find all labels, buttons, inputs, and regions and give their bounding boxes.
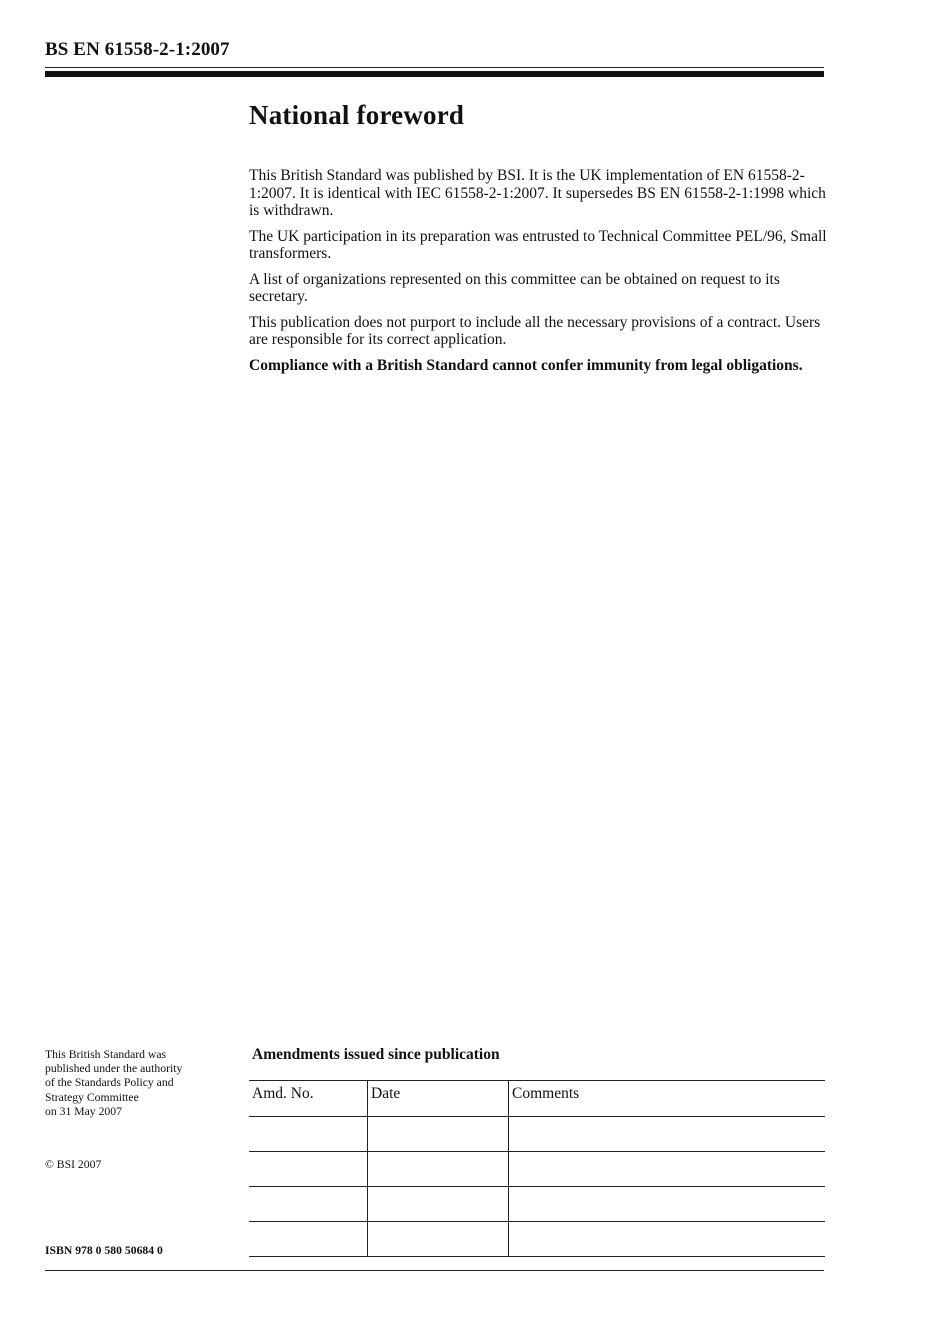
paragraph-contract: This publication does not purport to include all the necessary provisions of a contract. Users are responsible for its correct application.: [249, 313, 821, 348]
table-cell: [249, 1117, 368, 1152]
document-code: BS EN 61558-2-1:2007: [45, 39, 230, 60]
table-cell: [509, 1222, 826, 1257]
header-thick-rule: [45, 71, 824, 77]
publication-note-line: Strategy Committee: [45, 1090, 139, 1104]
table-cell: [249, 1187, 368, 1222]
publication-note-line: on 31 May 2007: [45, 1104, 122, 1118]
footer-rule: [45, 1270, 824, 1271]
publication-note-line: published under the authority: [45, 1062, 183, 1076]
paragraph-publication: This British Standard was published by BSI. It is the UK implementation of EN 61558-2-1:2007. It is identical with IEC 61558-2-1:2007. It supersedes BS EN 61558-2-1:1998 which is withdrawn.: [249, 167, 826, 219]
table-cell: [509, 1187, 826, 1222]
paragraph-committee: The UK participation in its preparation was entrusted to Technical Committee PEL/96, Small transformers.: [249, 227, 827, 262]
table-cell: [509, 1152, 826, 1187]
amendments-header-row: [249, 1081, 825, 1117]
paragraph-organizations: A list of organizations represented on this committee can be obtained on request to its secretary.: [249, 270, 780, 305]
table-cell: [249, 1152, 368, 1187]
table-cell: [249, 1222, 368, 1257]
column-header-comments: Comments: [509, 1081, 826, 1117]
compliance-note: Compliance with a British Standard cannot confer immunity from legal obligations.: [249, 356, 803, 374]
table-cell: [368, 1187, 509, 1222]
table-row: [249, 1222, 825, 1257]
page-title: National foreword: [249, 100, 465, 130]
publication-note-line: This British Standard was: [45, 1048, 167, 1061]
amendments-heading: Amendments issued since publication: [252, 1046, 500, 1063]
foreword-section: [249, 100, 829, 382]
table-cell: [509, 1117, 826, 1152]
column-header-date: Date: [368, 1081, 509, 1117]
copyright-notice: © BSI 2007: [45, 1158, 102, 1171]
isbn: ISBN 978 0 580 50684 0: [45, 1244, 163, 1257]
table-cell: [368, 1152, 509, 1187]
table-cell: [368, 1222, 509, 1257]
table-cell: [368, 1117, 509, 1152]
table-row: [249, 1152, 825, 1187]
table-row: [249, 1187, 825, 1222]
table-row: [249, 1117, 825, 1152]
amendments-table: [249, 1080, 825, 1257]
publication-note: [45, 1048, 235, 1119]
header-thin-rule: [45, 67, 824, 68]
column-header-amd-no: Amd. No.: [252, 1085, 314, 1102]
publication-note-line: of the Standards Policy and: [45, 1076, 174, 1090]
